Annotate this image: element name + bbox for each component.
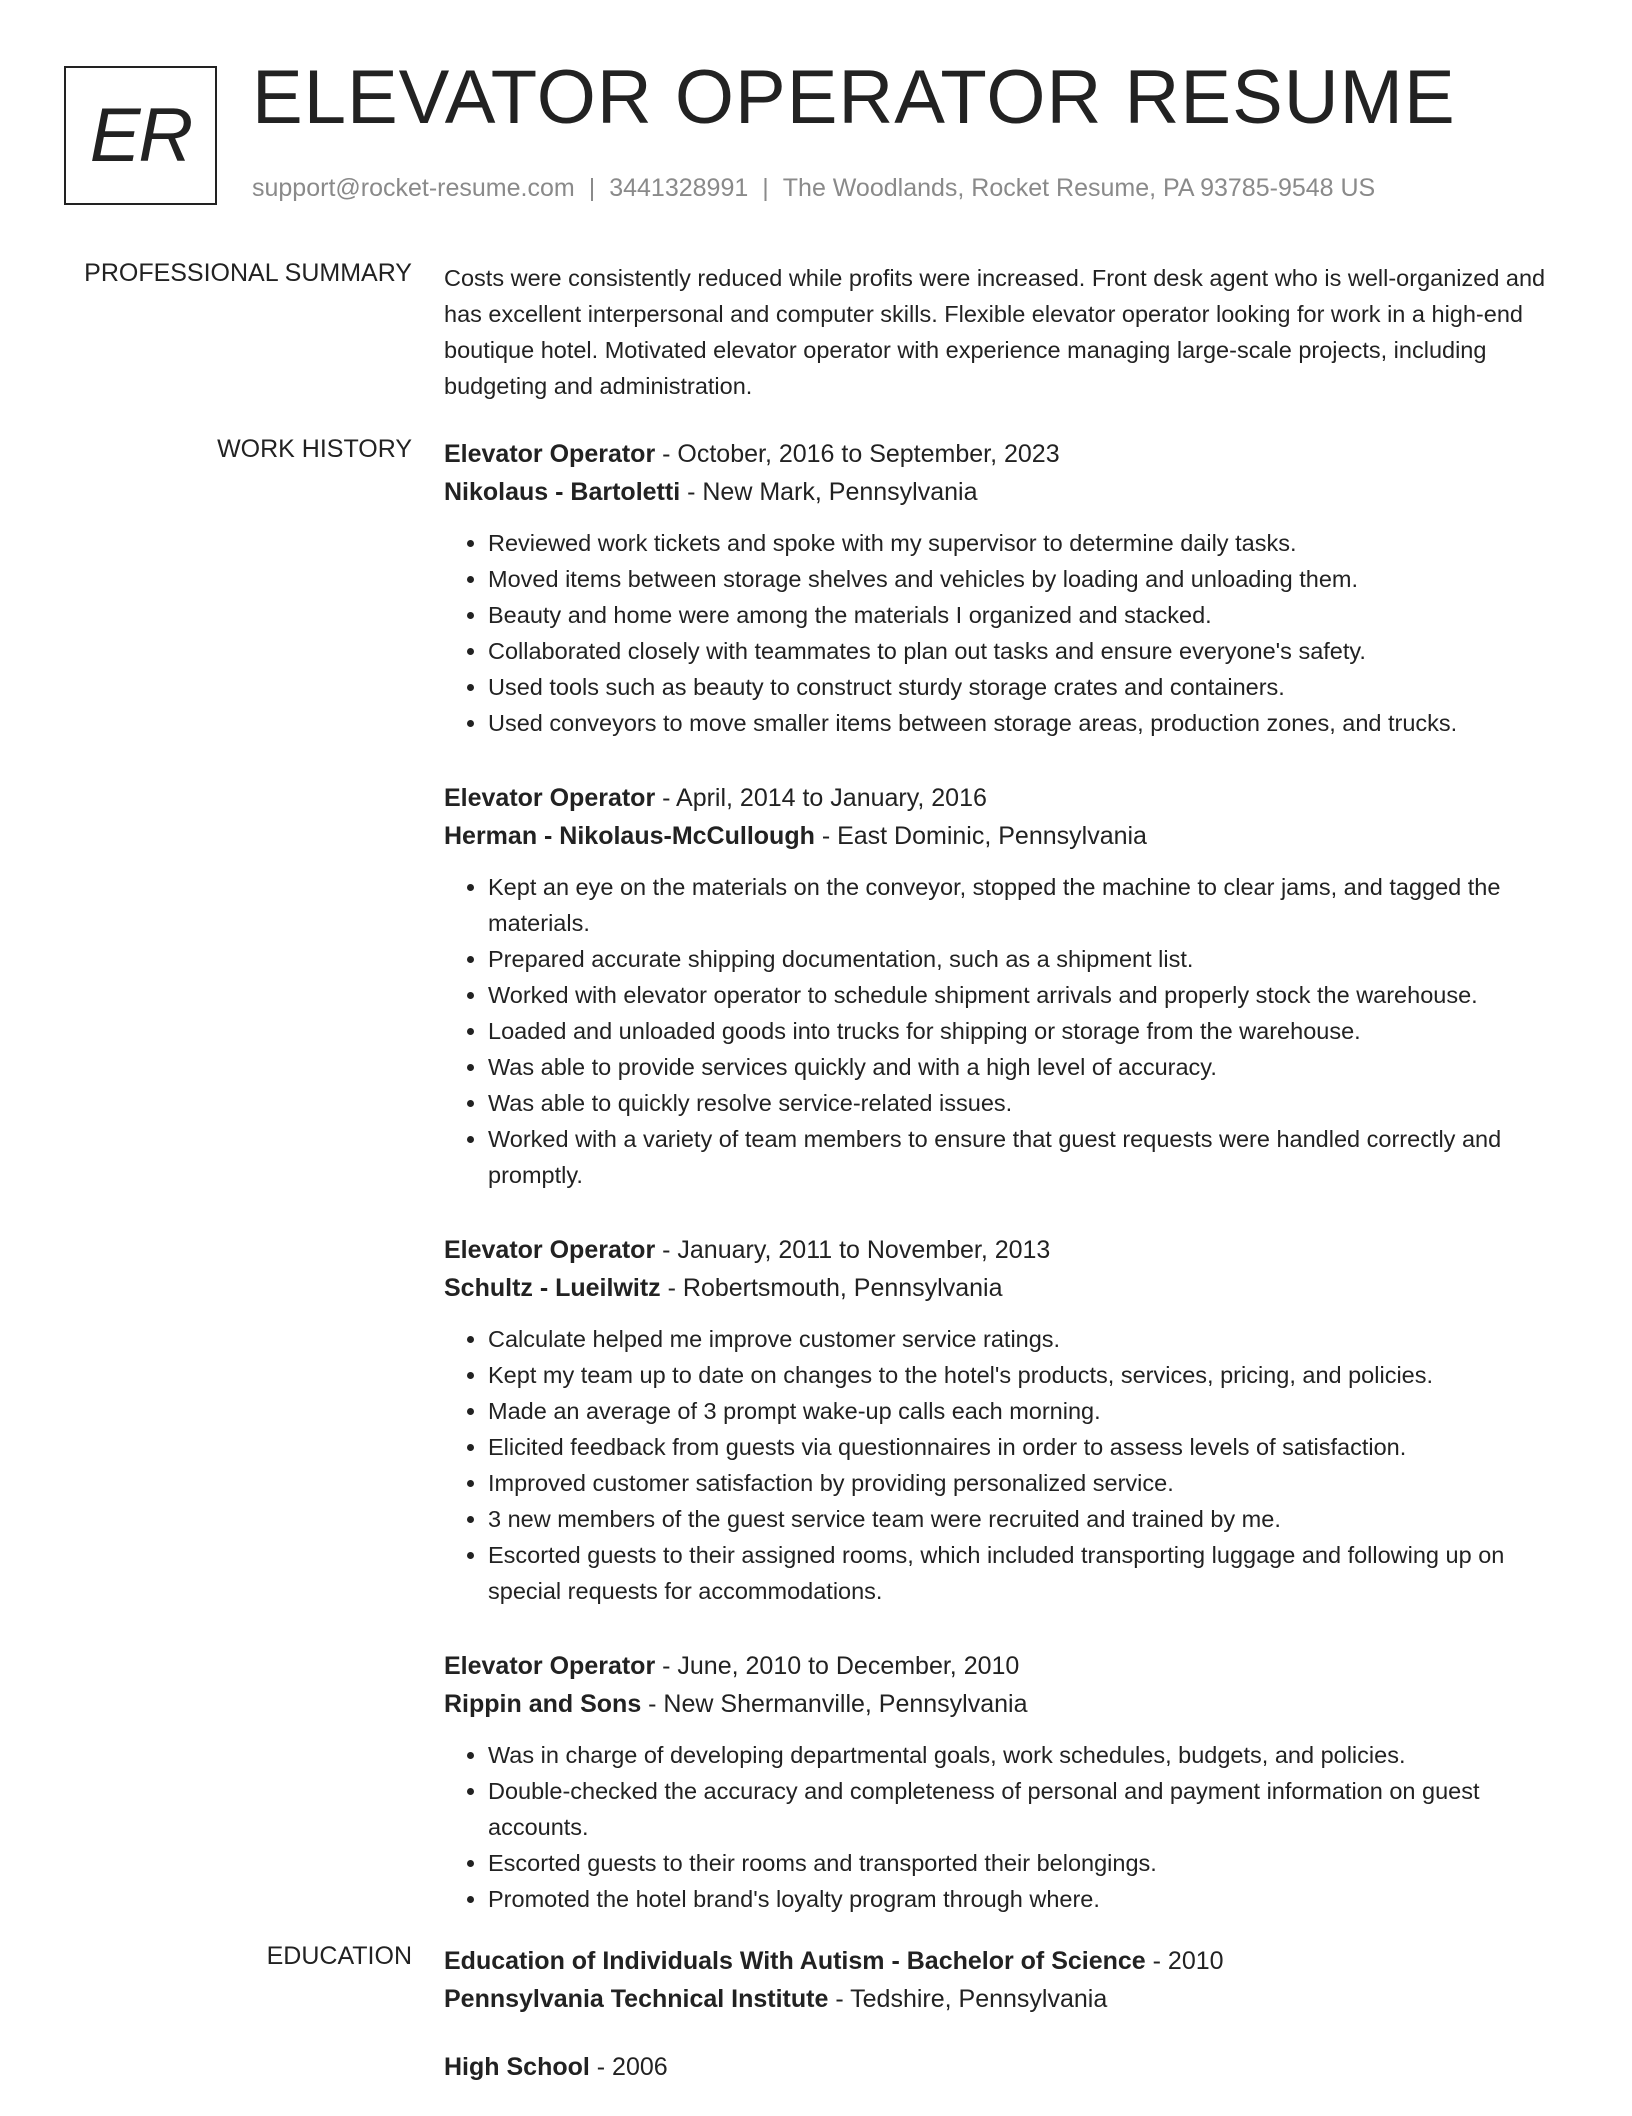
job-title-line <box>444 435 1558 473</box>
job-role: Elevator Operator <box>444 1236 656 1264</box>
job-bullets <box>444 1321 1558 1609</box>
job-bullet: • Used tools such as beauty to construct sturdy storage crates and containers. <box>488 669 1558 705</box>
job-location: - Robertsmouth, Pennsylvania <box>660 1274 1003 1302</box>
work-history-body <box>444 435 1558 1955</box>
section-title-education: EDUCATION <box>266 1942 412 1970</box>
job-bullet: • Reviewed work tickets and spoke with my supervisor to determine daily tasks. <box>488 525 1558 561</box>
job-title-line <box>444 1647 1558 1685</box>
job-dates: - April, 2014 to January, 2016 <box>655 784 987 812</box>
job-role: Elevator Operator <box>444 440 656 468</box>
job-bullet: • Escorted guests to their rooms and transported their belongings. <box>488 1845 1558 1881</box>
section-title-work-history: WORK HISTORY <box>217 435 412 463</box>
education-degree: Education of Individuals With Autism - Bachelor of Science <box>444 1947 1146 1975</box>
job-bullet: • Calculate helped me improve customer service ratings. <box>488 1321 1558 1357</box>
summary-text: Costs were consistently reduced while profits were increased. Front desk agent who is well-organized and has excellent interpersonal and computer skills. Flexible elevator operator looking for work in a high-end boutique hotel. Motivated elevator operator with experience managing large-scale projects, including budgeting and administration. <box>444 265 1546 399</box>
job-bullet: • Beauty and home were among the materials I organized and stacked. <box>488 597 1558 633</box>
job-company-line <box>444 473 1558 511</box>
job-bullet: • Moved items between storage shelves and vehicles by loading and unloading them. <box>488 561 1558 597</box>
job-dates: - October, 2016 to September, 2023 <box>655 440 1060 468</box>
job-company: Schultz - Lueilwitz <box>444 1274 661 1302</box>
education-entry <box>444 1942 1558 2018</box>
education-location: - Tedshire, Pennsylvania <box>828 1985 1108 2013</box>
job-role: Elevator Operator <box>444 784 656 812</box>
contact-email[interactable]: support@rocket-resume.com <box>252 174 575 202</box>
job-bullet: • Worked with a variety of team members to ensure that guest requests were handled correctly and promptly. <box>488 1121 1558 1193</box>
job-bullet: • Kept an eye on the materials on the conveyor, stopped the machine to clear jams, and tagged the materials. <box>488 869 1558 941</box>
job-location: - East Dominic, Pennsylvania <box>814 822 1147 850</box>
job-bullet: • Used conveyors to move smaller items between storage areas, production zones, and trucks. <box>488 705 1558 741</box>
job-company-line <box>444 1269 1558 1307</box>
education-degree-line <box>444 2048 1558 2086</box>
job-bullet: • Loaded and unloaded goods into trucks for shipping or storage from the warehouse. <box>488 1013 1558 1049</box>
job-entry <box>444 779 1558 1193</box>
contact-separator: | <box>588 174 596 202</box>
summary-body <box>444 260 1558 404</box>
job-bullet: • Collaborated closely with teammates to plan out tasks and ensure everyone's safety. <box>488 633 1558 669</box>
job-company: Herman - Nikolaus-McCullough <box>444 822 815 850</box>
job-bullet: • Was able to provide services quickly and with a high level of accuracy. <box>488 1049 1558 1085</box>
job-bullet: • 3 new members of the guest service team were recruited and trained by me. <box>488 1501 1558 1537</box>
job-location: - New Mark, Pennsylvania <box>680 478 978 506</box>
job-bullet: • Made an average of 3 prompt wake-up calls each morning. <box>488 1393 1558 1429</box>
job-bullet: • Prepared accurate shipping documentation, such as a shipment list. <box>488 941 1558 977</box>
contact-line <box>252 174 1375 203</box>
education-entry <box>444 2048 1558 2086</box>
job-location: - New Shermanville, Pennsylvania <box>641 1690 1028 1718</box>
resume-title: ELEVATOR OPERATOR RESUME <box>252 55 1456 140</box>
monogram: ER <box>64 66 217 205</box>
job-company-line <box>444 1685 1558 1723</box>
job-title-line <box>444 1231 1558 1269</box>
job-bullet: • Was able to quickly resolve service-related issues. <box>488 1085 1558 1121</box>
education-school: Pennsylvania Technical Institute <box>444 1985 829 2013</box>
job-bullet: • Kept my team up to date on changes to the hotel's products, services, pricing, and policies. <box>488 1357 1558 1393</box>
job-bullets <box>444 1737 1558 1917</box>
job-dates: - January, 2011 to November, 2013 <box>655 1236 1051 1264</box>
job-company: Rippin and Sons <box>444 1690 642 1718</box>
job-bullet: • Escorted guests to their assigned rooms, which included transporting luggage and following up on special requests for accommodations. <box>488 1537 1558 1609</box>
education-year: - 2006 <box>589 2053 668 2081</box>
section-title-summary: PROFESSIONAL SUMMARY <box>84 259 412 287</box>
job-bullet: • Improved customer satisfaction by providing personalized service. <box>488 1465 1558 1501</box>
job-bullet: • Elicited feedback from guests via questionnaires in order to assess levels of satisfaction. <box>488 1429 1558 1465</box>
job-bullet: • Was in charge of developing departmental goals, work schedules, budgets, and policies. <box>488 1737 1558 1773</box>
job-bullet: • Double-checked the accuracy and completeness of personal and payment information on guest accounts. <box>488 1773 1558 1845</box>
job-bullet: • Worked with elevator operator to schedule shipment arrivals and properly stock the warehouse. <box>488 977 1558 1013</box>
job-company-line <box>444 817 1558 855</box>
job-entry <box>444 435 1558 741</box>
job-bullets <box>444 525 1558 741</box>
education-year: - 2010 <box>1145 1947 1224 1975</box>
education-school-line <box>444 1980 1558 2018</box>
job-entry <box>444 1647 1558 1917</box>
job-entry <box>444 1231 1558 1609</box>
job-bullets <box>444 869 1558 1193</box>
contact-address: The Woodlands, Rocket Resume, PA 93785-9548 US <box>782 174 1376 202</box>
education-degree: High School <box>444 2053 590 2081</box>
job-title-line <box>444 779 1558 817</box>
education-body <box>444 1942 1558 2116</box>
contact-phone[interactable]: 3441328991 <box>609 174 749 202</box>
contact-separator: | <box>762 174 769 202</box>
job-role: Elevator Operator <box>444 1652 656 1680</box>
education-degree-line <box>444 1942 1558 1980</box>
job-dates: - June, 2010 to December, 2010 <box>655 1652 1020 1680</box>
job-company: Nikolaus - Bartoletti <box>444 478 681 506</box>
job-bullet: • Promoted the hotel brand's loyalty program through where. <box>488 1881 1558 1917</box>
